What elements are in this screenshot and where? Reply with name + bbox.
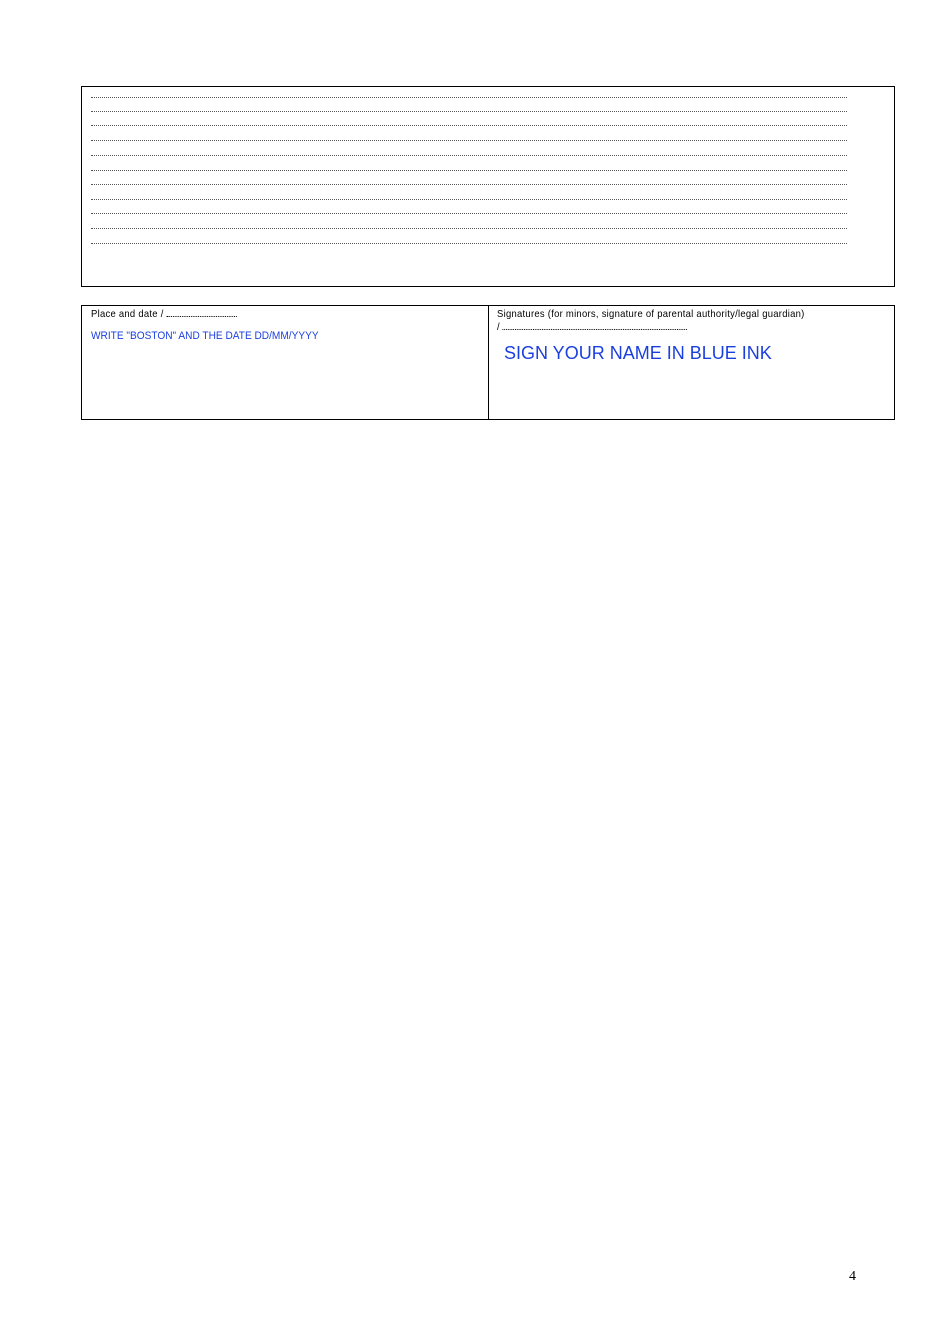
signature-dots [503,321,688,330]
place-date-dots [167,308,237,317]
dotted-writing-line [91,243,847,244]
signature-instruction: SIGN YOUR NAME IN BLUE INK [504,343,772,363]
signatures-label: Signatures (for minors, signature of parental authority/legal guardian) [497,308,805,320]
place-date-cell[interactable] [82,306,489,419]
dotted-writing-line [91,184,847,185]
dotted-writing-line [91,111,847,112]
place-date-label: Place and date / [91,308,164,320]
dotted-writing-line [91,140,847,141]
dotted-writing-line [91,213,847,214]
declaration-text-box[interactable] [81,86,895,287]
place-date-label-row [91,308,237,320]
dotted-writing-line [91,170,847,171]
dotted-writing-line [91,155,847,156]
dotted-writing-line [91,97,847,98]
dotted-writing-line [91,199,847,200]
signature-cell[interactable] [489,306,894,419]
dotted-writing-line [91,125,847,126]
page-number: 4 [849,1269,856,1284]
dotted-writing-line [91,228,847,229]
signature-table [81,305,895,420]
signature-slash: / [497,321,500,333]
signature-line-row [497,321,687,333]
place-date-instruction: WRITE "BOSTON" AND THE DATE DD/MM/YYYY [91,330,319,342]
